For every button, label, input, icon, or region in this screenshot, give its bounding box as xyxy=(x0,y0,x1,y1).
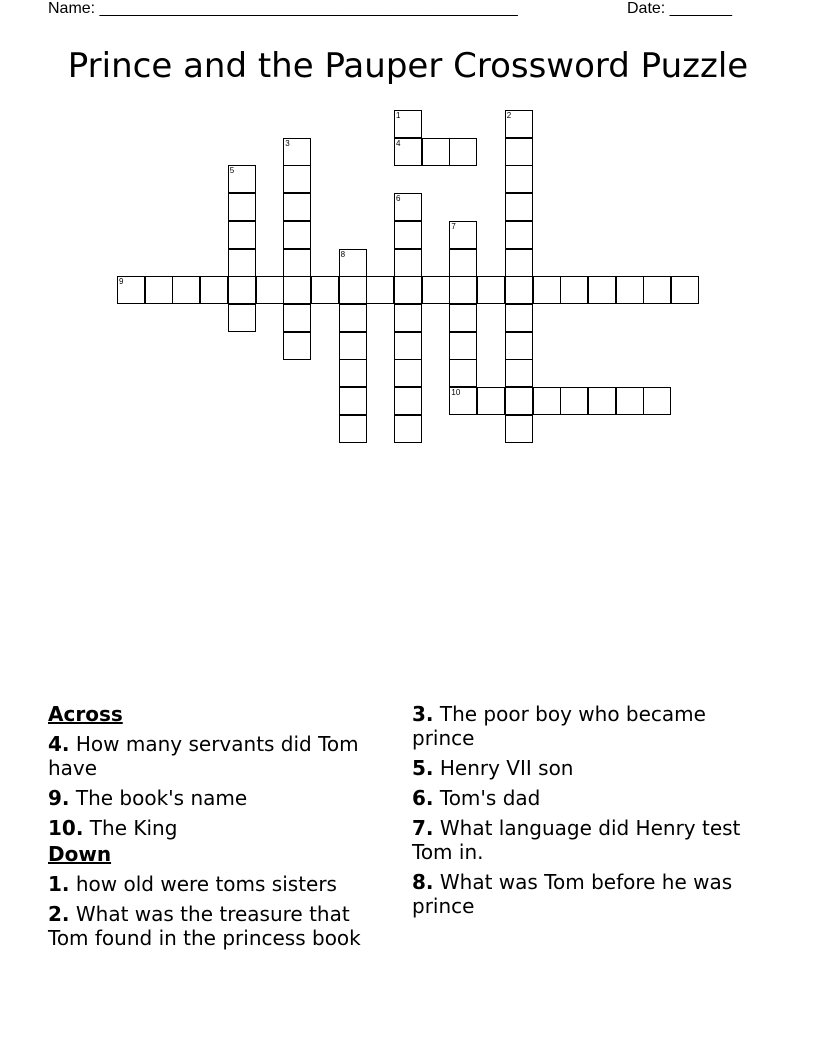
grid-cell[interactable] xyxy=(283,221,311,249)
grid-cell[interactable] xyxy=(145,276,173,304)
clue-text: The King xyxy=(89,816,178,840)
clue-down-2 xyxy=(48,902,393,950)
grid-cell[interactable] xyxy=(283,138,311,166)
grid-cell[interactable] xyxy=(533,387,561,415)
clue-across-10 xyxy=(48,816,393,840)
grid-cell[interactable] xyxy=(505,249,533,277)
grid-cell[interactable] xyxy=(228,165,256,193)
grid-cell[interactable] xyxy=(256,276,284,304)
clue-text: The poor boy who became prince xyxy=(412,702,706,750)
grid-cell[interactable] xyxy=(394,332,422,360)
cell-number: 10 xyxy=(451,388,461,397)
clues-column-left xyxy=(48,702,393,956)
grid-cell[interactable] xyxy=(283,165,311,193)
grid-cell[interactable] xyxy=(228,193,256,221)
grid-cell[interactable] xyxy=(172,276,200,304)
grid-cell[interactable] xyxy=(505,193,533,221)
grid-cell[interactable] xyxy=(505,332,533,360)
clue-down-5 xyxy=(412,756,762,780)
grid-cell[interactable] xyxy=(588,276,616,304)
cell-number: 9 xyxy=(119,277,124,287)
grid-cell[interactable] xyxy=(366,276,394,304)
grid-cell[interactable] xyxy=(339,276,367,304)
clue-across-9 xyxy=(48,786,393,810)
grid-cell[interactable] xyxy=(394,138,422,166)
grid-cell[interactable] xyxy=(477,276,505,304)
grid-cell[interactable] xyxy=(228,221,256,249)
grid-cell[interactable] xyxy=(394,193,422,221)
grid-cell[interactable] xyxy=(449,249,477,277)
clue-down-6 xyxy=(412,786,762,810)
grid-cell[interactable] xyxy=(588,387,616,415)
grid-cell[interactable] xyxy=(283,304,311,332)
grid-cell[interactable] xyxy=(283,249,311,277)
cell-number: 1 xyxy=(396,111,401,120)
grid-cell[interactable] xyxy=(505,415,533,443)
clue-number: 7. xyxy=(412,816,434,840)
grid-cell[interactable] xyxy=(339,332,367,360)
clue-text: How many servants did Tom have xyxy=(48,732,359,780)
clue-number: 2. xyxy=(48,902,70,926)
grid-cell[interactable] xyxy=(449,221,477,249)
grid-cell[interactable] xyxy=(643,276,671,304)
grid-cell[interactable] xyxy=(616,276,644,304)
cell-number: 8 xyxy=(340,249,346,259)
date-field-line[interactable]: Date: _______ xyxy=(627,0,732,17)
clue-text: What language did Henry test Tom in. xyxy=(412,816,741,864)
clues-column-right xyxy=(412,702,762,924)
grid-cell[interactable] xyxy=(200,276,228,304)
grid-cell[interactable] xyxy=(505,110,533,138)
clue-across-4 xyxy=(48,732,393,780)
clue-down-1 xyxy=(48,872,393,896)
grid-cell[interactable] xyxy=(228,304,256,332)
clue-text: Henry VII son xyxy=(439,756,574,780)
grid-cell[interactable] xyxy=(283,193,311,221)
grid-cell[interactable] xyxy=(339,359,367,387)
grid-cell[interactable] xyxy=(394,387,422,415)
cell-number: 4 xyxy=(396,138,401,148)
grid-cell[interactable] xyxy=(643,387,671,415)
grid-cell[interactable] xyxy=(533,276,561,304)
clue-number: 1. xyxy=(48,872,70,896)
grid-cell[interactable] xyxy=(505,387,533,415)
grid-cell[interactable] xyxy=(394,415,422,443)
clue-text: What was the treasure that Tom found in the princess book xyxy=(48,902,361,950)
grid-cell[interactable] xyxy=(449,387,477,415)
grid-cell[interactable] xyxy=(449,276,477,304)
grid-cell[interactable] xyxy=(311,276,339,304)
grid-cell[interactable] xyxy=(339,304,367,332)
grid-cell[interactable] xyxy=(394,110,422,138)
clue-number: 10. xyxy=(48,816,84,840)
clue-number: 5. xyxy=(412,756,434,780)
grid-cell[interactable] xyxy=(339,387,367,415)
clue-number: 6. xyxy=(412,786,434,810)
grid-cell[interactable] xyxy=(394,249,422,277)
grid-cell[interactable] xyxy=(449,304,477,332)
grid-cell[interactable] xyxy=(394,359,422,387)
grid-cell[interactable] xyxy=(560,387,588,415)
cell-number: 5 xyxy=(229,166,235,176)
cell-number: 6 xyxy=(396,194,401,204)
grid-cell[interactable] xyxy=(283,276,311,304)
grid-cell[interactable] xyxy=(616,387,644,415)
grid-cell[interactable] xyxy=(505,138,533,166)
clue-down-3 xyxy=(412,702,762,750)
grid-cell[interactable] xyxy=(394,221,422,249)
grid-cell[interactable] xyxy=(505,359,533,387)
grid-cell[interactable] xyxy=(449,138,477,166)
clue-text: Tom's dad xyxy=(439,786,541,810)
grid-cell[interactable] xyxy=(505,304,533,332)
grid-cell[interactable] xyxy=(228,276,256,304)
grid-cell[interactable] xyxy=(283,332,311,360)
clue-down-8 xyxy=(412,870,762,918)
grid-cell[interactable] xyxy=(117,276,145,304)
down-heading: Down xyxy=(48,842,112,866)
clue-text: how old were toms sisters xyxy=(75,872,337,896)
grid-cell[interactable] xyxy=(477,387,505,415)
clue-text: What was Tom before he was prince xyxy=(412,870,733,918)
grid-cell[interactable] xyxy=(505,221,533,249)
grid-cell[interactable] xyxy=(228,249,256,277)
grid-cell[interactable] xyxy=(449,359,477,387)
grid-cell[interactable] xyxy=(394,276,422,304)
grid-cell[interactable] xyxy=(422,276,450,304)
grid-cell[interactable] xyxy=(339,415,367,443)
crossword-grid xyxy=(0,0,816,460)
grid-cell[interactable] xyxy=(422,138,450,166)
across-heading: Across xyxy=(48,702,123,726)
clue-down-7 xyxy=(412,816,762,864)
grid-cell[interactable] xyxy=(339,249,367,277)
clue-number: 8. xyxy=(412,870,434,894)
grid-cell[interactable] xyxy=(560,276,588,304)
cell-number: 7 xyxy=(451,221,456,231)
clue-number: 3. xyxy=(412,702,434,726)
cell-number: 3 xyxy=(285,138,290,148)
cell-number: 2 xyxy=(506,111,512,120)
name-field-line[interactable]: Name: _______________________________________________ xyxy=(48,0,518,17)
clue-text: The book's name xyxy=(75,786,248,810)
grid-cell[interactable] xyxy=(394,304,422,332)
grid-cell[interactable] xyxy=(671,276,699,304)
grid-cell[interactable] xyxy=(449,332,477,360)
puzzle-title: Prince and the Pauper Crossword Puzzle xyxy=(67,46,749,86)
clue-number: 4. xyxy=(48,732,70,756)
clue-number: 9. xyxy=(48,786,70,810)
grid-cell[interactable] xyxy=(505,276,533,304)
grid-cell[interactable] xyxy=(505,165,533,193)
